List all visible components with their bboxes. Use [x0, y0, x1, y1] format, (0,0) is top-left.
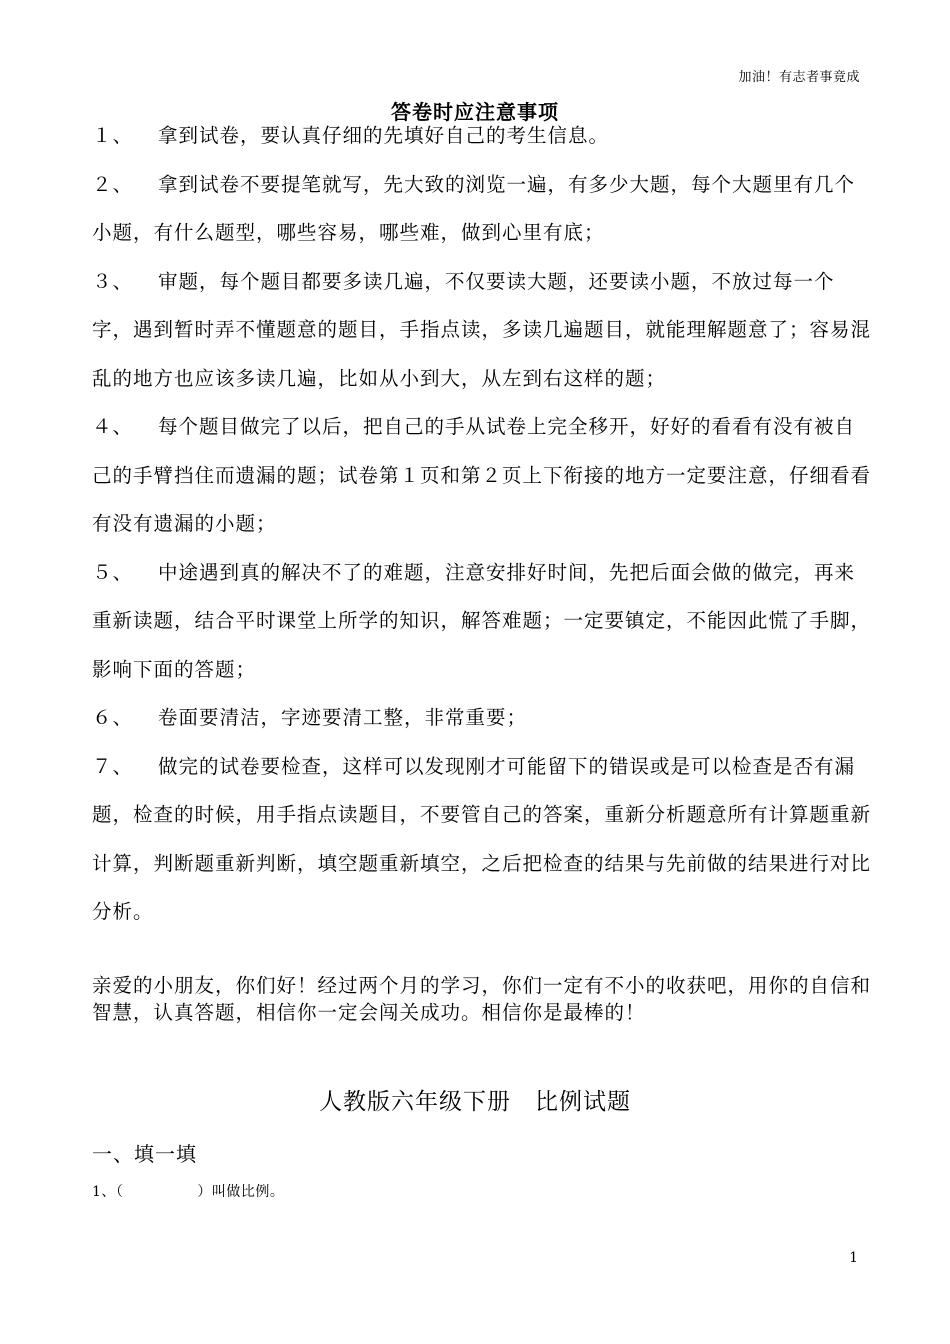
- question-suffix: ）叫做比例。: [197, 1184, 285, 1200]
- note-text: 做完的试卷要检查，这样可以发现刚才可能留下的错误或是可以检查是否有漏题，检查的时候，用手指点读题目，不要管自己的答案，重新分析题意所有计算题重新计算，判断题重新判断，填空题重新填空，之后把检查的结果与先前做的结果进行对比分析。: [92, 754, 872, 923]
- note-number: ５、: [92, 560, 134, 584]
- note-item: [92, 743, 872, 937]
- section-heading: 一、填一填: [92, 1142, 197, 1166]
- notes-list: [92, 112, 872, 937]
- header-motto: 加油！有志者事竟成: [738, 70, 860, 85]
- note-number: ２、: [92, 172, 134, 196]
- note-item: [92, 112, 872, 161]
- note-number: ３、: [92, 269, 134, 293]
- encouragement-paragraph: 亲爱的小朋友，你们好！经过两个月的学习，你们一定有不小的收获吧，用你的自信和智慧，认真答题，相信你一定会闯关成功。相信你是最棒的！: [92, 974, 872, 1024]
- note-number: １、: [92, 124, 134, 147]
- note-item: [92, 258, 872, 404]
- notes-title: 答卷时应注意事项: [391, 100, 559, 124]
- note-item: [92, 694, 872, 743]
- note-text: 审题，每个题目都要多读几遍，不仅要读大题，还要读小题，不放过每一个字，遇到暂时弄不懂题意的题目，手指点读，多读几遍题目，就能理解题意了；容易混乱的地方也应该多读几遍，比如从小到大，从左到右这样的题；: [92, 269, 872, 390]
- note-text: 卷面要清洁，字迹要清工整，非常重要；: [158, 706, 528, 729]
- note-number: ６、: [92, 706, 134, 729]
- note-number: ４、: [92, 415, 134, 438]
- note-item: [92, 403, 872, 549]
- note-text: 拿到试卷，要认真仔细的先填好自己的考生信息。: [158, 124, 610, 147]
- question-1: [92, 1181, 284, 1201]
- note-text: 拿到试卷不要提笔就写，先大致的浏览一遍，有多少大题，每个大题里有几个小题，有什么题型，哪些容易，哪些难，做到心里有底；: [92, 172, 856, 244]
- note-item: [92, 161, 872, 258]
- note-number: ７、: [92, 754, 134, 778]
- question-prefix: 1、（: [92, 1184, 124, 1200]
- test-title: 人教版六年级下册 比例试题: [319, 1089, 631, 1115]
- page-number: 1: [849, 1250, 858, 1266]
- note-text: 每个题目做完了以后，把自己的手从试卷上完全移开，好好的看看有没有被自己的手臂挡住而遗漏的题；试卷第１页和第２页上下衔接的地方一定要注意，仔细看看有没有遗漏的小题；: [92, 415, 872, 535]
- note-text: 中途遇到真的解决不了的难题，注意安排好时间，先把后面会做的做完，再来重新读题，结合平时课堂上所学的知识，解答难题；一定要镇定，不能因此慌了手脚，影响下面的答题；: [92, 560, 872, 681]
- note-item: [92, 549, 872, 695]
